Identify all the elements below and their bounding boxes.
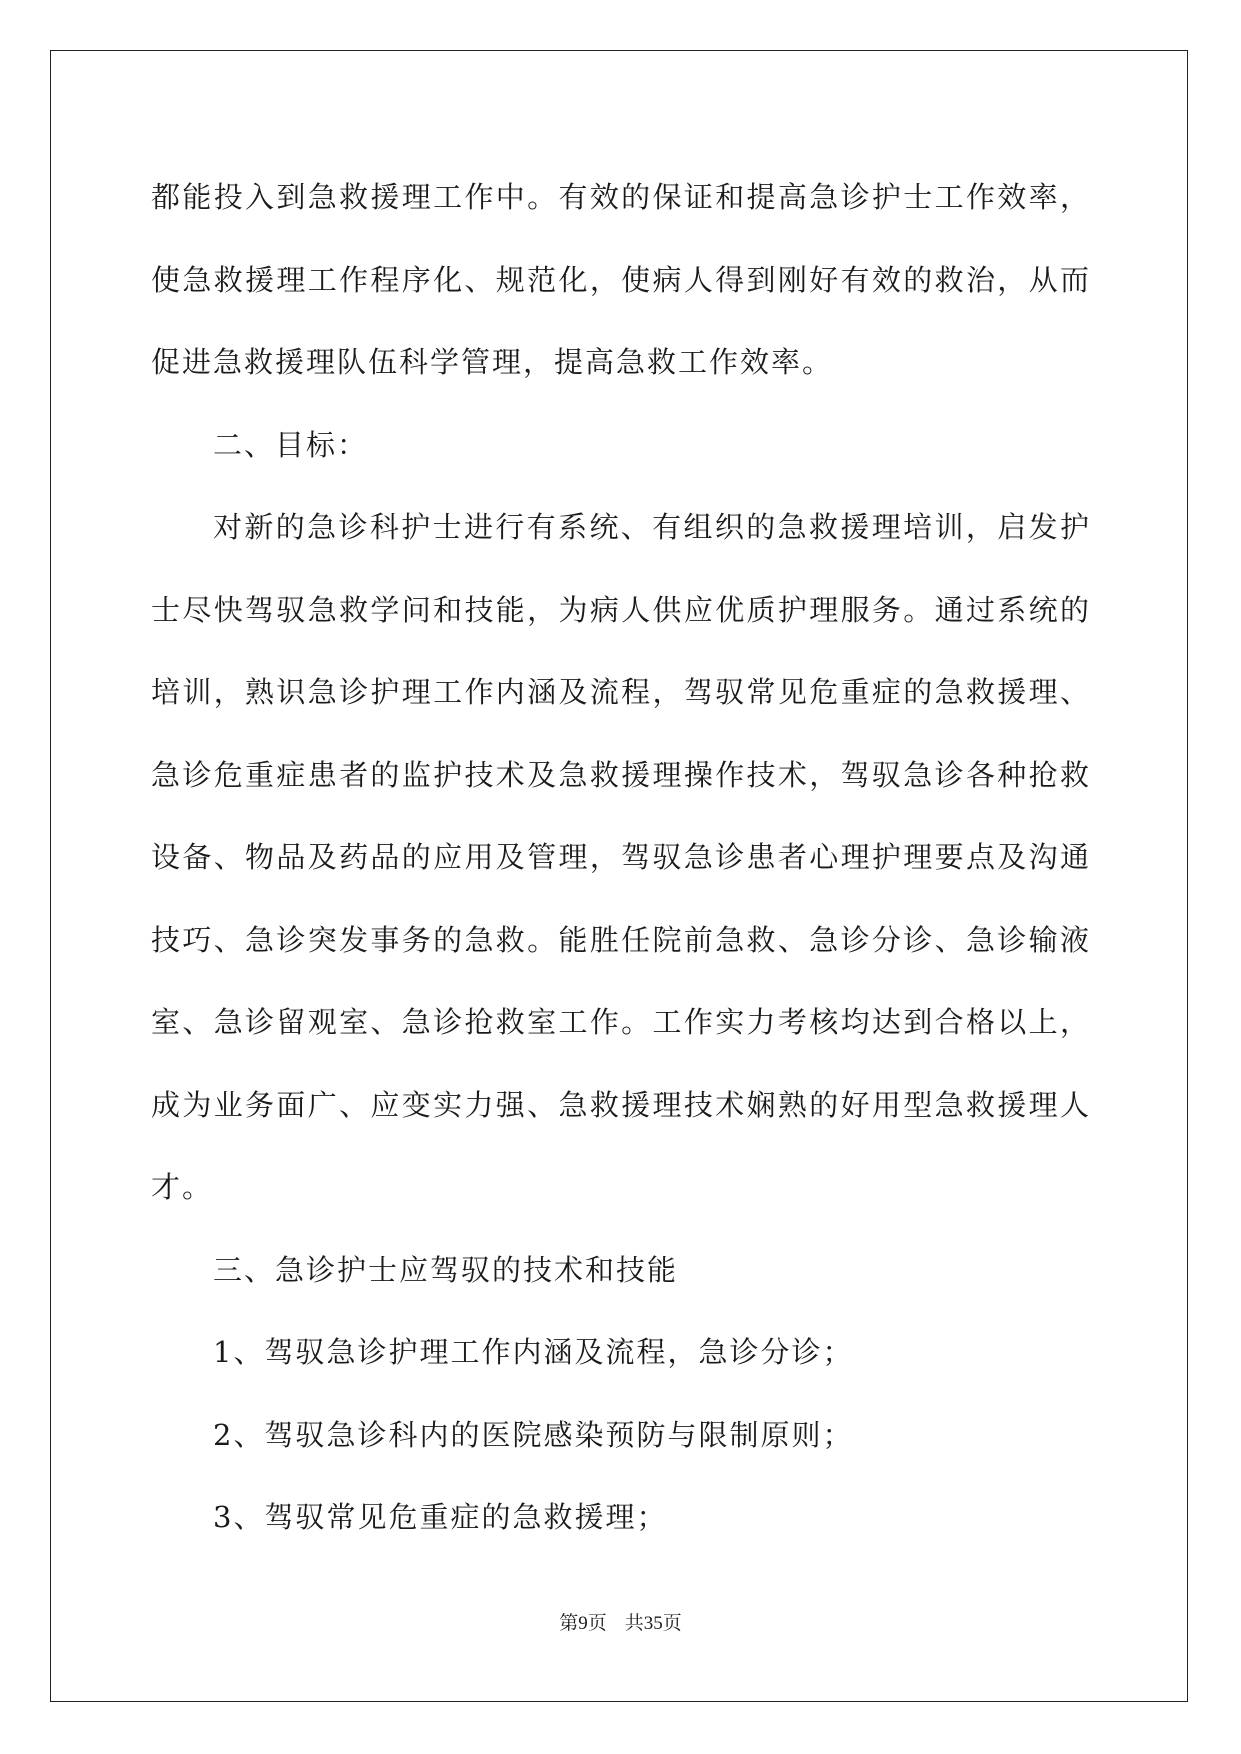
list-item-1: 1、驾驭急诊护理工作内涵及流程，急诊分诊； [213,1335,854,1369]
section-heading-goals: 二、目标： [213,427,369,462]
total-prefix: 共 [624,1612,644,1634]
paragraph-continuation: 都能投入到急救援理工作中。有效的保证和提高急诊护士工作效率，使急救援理工作程序化、规范化，使病人得到刚好有效的救治，从而促进急救援理队伍科学管理，提高急救工作效率。 [151,180,1091,379]
total-pages: 35 [643,1613,663,1634]
section-heading-skills: 三、急诊护士应驾驭的技术和技能 [213,1252,679,1287]
list-item-2: 2、驾驭急诊科内的医院感染预防与限制原则； [213,1417,854,1452]
list-item-3: 3、驾驭常见危重症的急救援理； [213,1500,668,1534]
total-suffix: 页 [662,1612,682,1634]
document-body [151,156,1091,1559]
page-footer [0,1611,1241,1636]
page-number: 9 [578,1613,588,1634]
page-suffix: 页 [587,1612,607,1634]
page-prefix: 第 [559,1612,579,1634]
paragraph-goals: 对新的急诊科护士进行有系统、有组织的急救援理培训，启发护士尽快驾驭急救学问和技能，为病人供应优质护理服务。通过系统的培训，熟识急诊护理工作内涵及流程，驾驭常见危重症的急救援理、急诊危重症患者的监护技术及急救援理操作技术，驾驭急诊各种抢救设备、物品及药品的应用及管理，驾驭急诊患者心理护理要点及沟通技巧、急诊突发事务的急救。能胜任院前急救、急诊分诊、急诊输液室、急诊留观室、急诊抢救室工作。工作实力考核均达到合格以上，成为业务面广、应变实力强、急救援理技术娴熟的好用型急救援理人才。 [151,510,1091,1204]
